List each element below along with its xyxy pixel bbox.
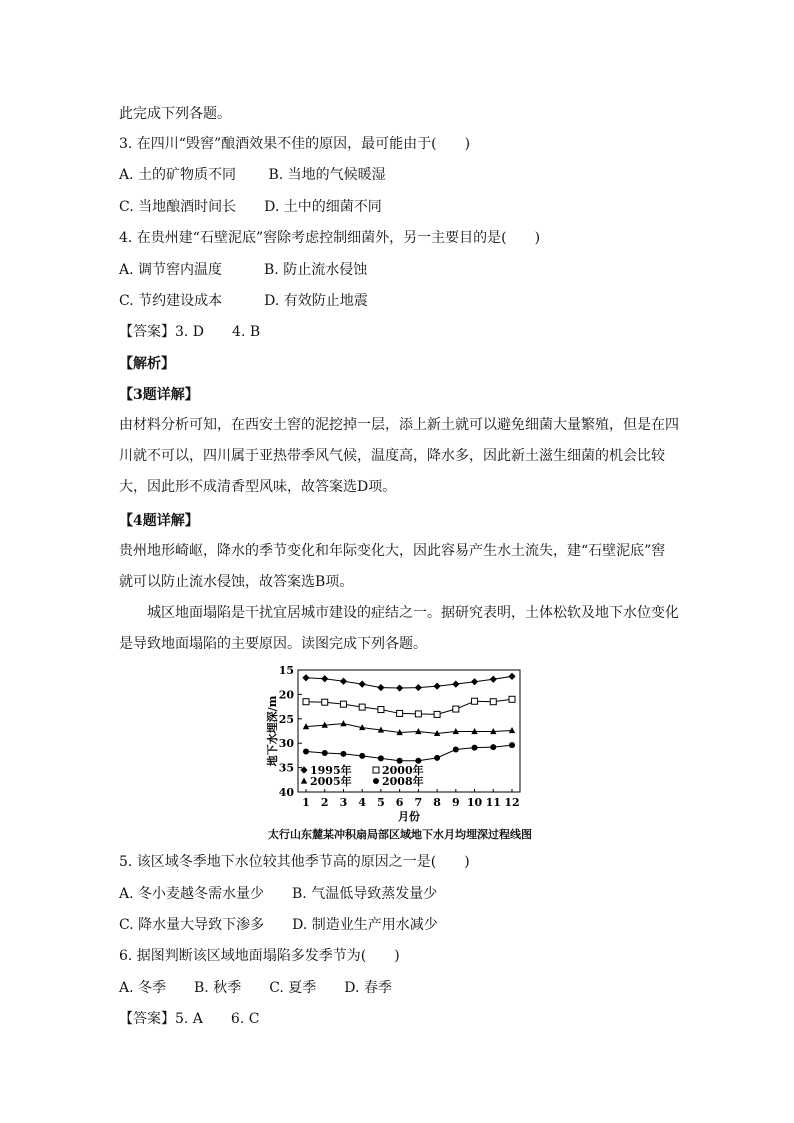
y-tick-label: 35 (278, 761, 294, 775)
x-tick-label: 7 (414, 796, 423, 809)
data-point-series-3 (378, 755, 384, 761)
data-point-series-1 (359, 704, 365, 710)
data-point-series-1 (303, 699, 309, 705)
question-5-options-ab: A. 冬小麦越冬需水量少 B. 气温低导致蒸发量少 (119, 886, 438, 902)
data-point-series-3 (472, 745, 478, 751)
detail-4-heading: 【4题详解】 (119, 513, 199, 529)
data-point-series-3 (490, 744, 496, 750)
data-point-series-3 (359, 753, 365, 759)
legend-label-2: 2005年 (310, 775, 352, 788)
x-tick-label: 11 (485, 796, 501, 809)
data-point-series-0 (508, 673, 515, 680)
data-point-series-2 (340, 720, 346, 726)
data-point-series-0 (471, 678, 478, 685)
data-point-series-1 (378, 707, 384, 713)
data-point-series-1 (322, 699, 328, 705)
legend-marker-3 (373, 778, 379, 784)
data-point-series-1 (509, 696, 515, 702)
series-line-3 (306, 745, 512, 761)
data-point-series-0 (396, 684, 403, 691)
data-point-series-0 (302, 674, 309, 681)
data-point-series-0 (452, 681, 459, 688)
data-point-series-3 (303, 748, 309, 754)
material-intro: 城区地面塌陷是干扰宜居城市建设的症结之一。据研究表明，土体松软及地下水位变化是导致地面塌陷的主要原因。读图完成下列各题。 (119, 605, 679, 652)
x-tick-label: 12 (504, 796, 520, 809)
x-tick-label: 1 (302, 796, 310, 809)
legend-marker-1 (373, 767, 379, 773)
x-axis-label: 月份 (398, 810, 420, 823)
question-4-options-ab: A. 调节窖内温度 B. 防止流水侵蚀 (119, 262, 368, 278)
y-tick-label: 40 (278, 786, 294, 799)
data-point-series-0 (340, 678, 347, 685)
series-line-2 (306, 724, 512, 734)
data-point-series-1 (490, 699, 496, 705)
question-4-options-cd: C. 节约建设成本 D. 有效防止地震 (119, 293, 368, 309)
data-point-series-1 (434, 711, 440, 717)
answer-3-4: 【答案】3. D 4. B (119, 324, 261, 340)
x-tick-label: 5 (377, 796, 385, 809)
y-tick-label: 15 (278, 664, 294, 677)
data-point-series-3 (397, 758, 403, 764)
legend-label-1: 2000年 (382, 764, 424, 777)
question-3-options-ab: A. 土的矿物质不同 B. 当地的气候暖湿 (119, 167, 386, 183)
legend-label-0: 1995年 (310, 764, 352, 777)
data-point-series-0 (321, 675, 328, 682)
series-line-1 (306, 699, 512, 714)
chart-svg (240, 660, 560, 830)
data-point-series-3 (434, 755, 440, 761)
data-point-series-1 (453, 706, 459, 712)
data-point-series-3 (340, 751, 346, 757)
text-line-intro-tail: 此完成下列各题。 (119, 106, 231, 122)
series-line-0 (306, 676, 512, 688)
question-4: 4. 在贵州建“石壁泥底”窖除考虑控制细菌外，另一主要目的是( ) (119, 230, 541, 246)
x-tick-label: 6 (395, 796, 404, 809)
detail-3-text: 由材料分析可知，在西安土窖的泥挖掉一层，添上新土就可以避免细菌大量繁殖，但是在四川就不可以，四川属于亚热带季风气候，温度高，降水多，因此新土滋生细菌的机会比较大，因此形不成清香型风味，故答案选D项。 (119, 417, 679, 495)
y-tick-label: 30 (278, 737, 294, 751)
x-tick-label: 8 (433, 796, 441, 809)
data-point-series-0 (359, 681, 366, 688)
x-tick-label: 9 (451, 796, 460, 809)
y-tick-label: 25 (278, 712, 294, 726)
data-point-series-3 (453, 747, 459, 753)
x-tick-label: 4 (358, 796, 367, 809)
data-point-series-1 (340, 701, 346, 707)
question-3: 3. 在四川“毁窖”酿酒效果不佳的原因，最可能由于( ) (119, 136, 471, 152)
data-point-series-0 (415, 684, 422, 691)
question-5: 5. 该区域冬季地下水位较其他季节高的原因之一是( ) (119, 854, 470, 870)
data-point-series-2 (415, 728, 421, 734)
groundwater-depth-chart (240, 660, 560, 850)
x-tick-label: 2 (320, 796, 329, 809)
answer-5-6: 【答案】5. A 6. C (119, 1011, 260, 1027)
data-point-series-0 (377, 684, 384, 691)
data-point-series-1 (397, 710, 403, 716)
analysis-heading: 【解析】 (119, 356, 175, 372)
data-point-series-1 (472, 698, 478, 704)
question-6: 6. 据图判断该区域地面塌陷多发季节为( ) (119, 948, 400, 964)
detail-3-heading: 【3题详解】 (119, 387, 199, 403)
chart-caption: 太行山东麓某冲积扇局部区域地下水月均埋深过程线图 (268, 828, 532, 841)
question-6-options: A. 冬季 B. 秋季 C. 夏季 D. 春季 (119, 980, 392, 996)
x-tick-label: 3 (339, 796, 348, 809)
y-tick-label: 20 (278, 688, 294, 702)
legend-marker-2 (301, 778, 307, 784)
data-point-series-3 (415, 758, 421, 764)
question-3-options-cd: C. 当地酿酒时间长 D. 土中的细菌不同 (119, 199, 382, 215)
y-axis-label: 地下水埋深/m (266, 695, 279, 767)
question-5-options-cd: C. 降水量大导致下渗多 D. 制造业生产用水减少 (119, 917, 438, 933)
x-tick-label: 10 (466, 796, 483, 809)
data-point-series-1 (415, 711, 421, 717)
data-point-series-2 (509, 727, 515, 733)
data-point-series-3 (322, 750, 328, 756)
data-point-series-3 (509, 742, 515, 748)
legend-label-3: 2008年 (382, 775, 424, 788)
data-point-series-0 (433, 683, 440, 690)
data-point-series-0 (490, 676, 497, 683)
detail-4-text: 贵州地形崎岖，降水的季节变化和年际变化大，因此容易产生水土流失，建“石壁泥底”窖就可以防止流水侵蚀，故答案选B项。 (119, 543, 666, 590)
